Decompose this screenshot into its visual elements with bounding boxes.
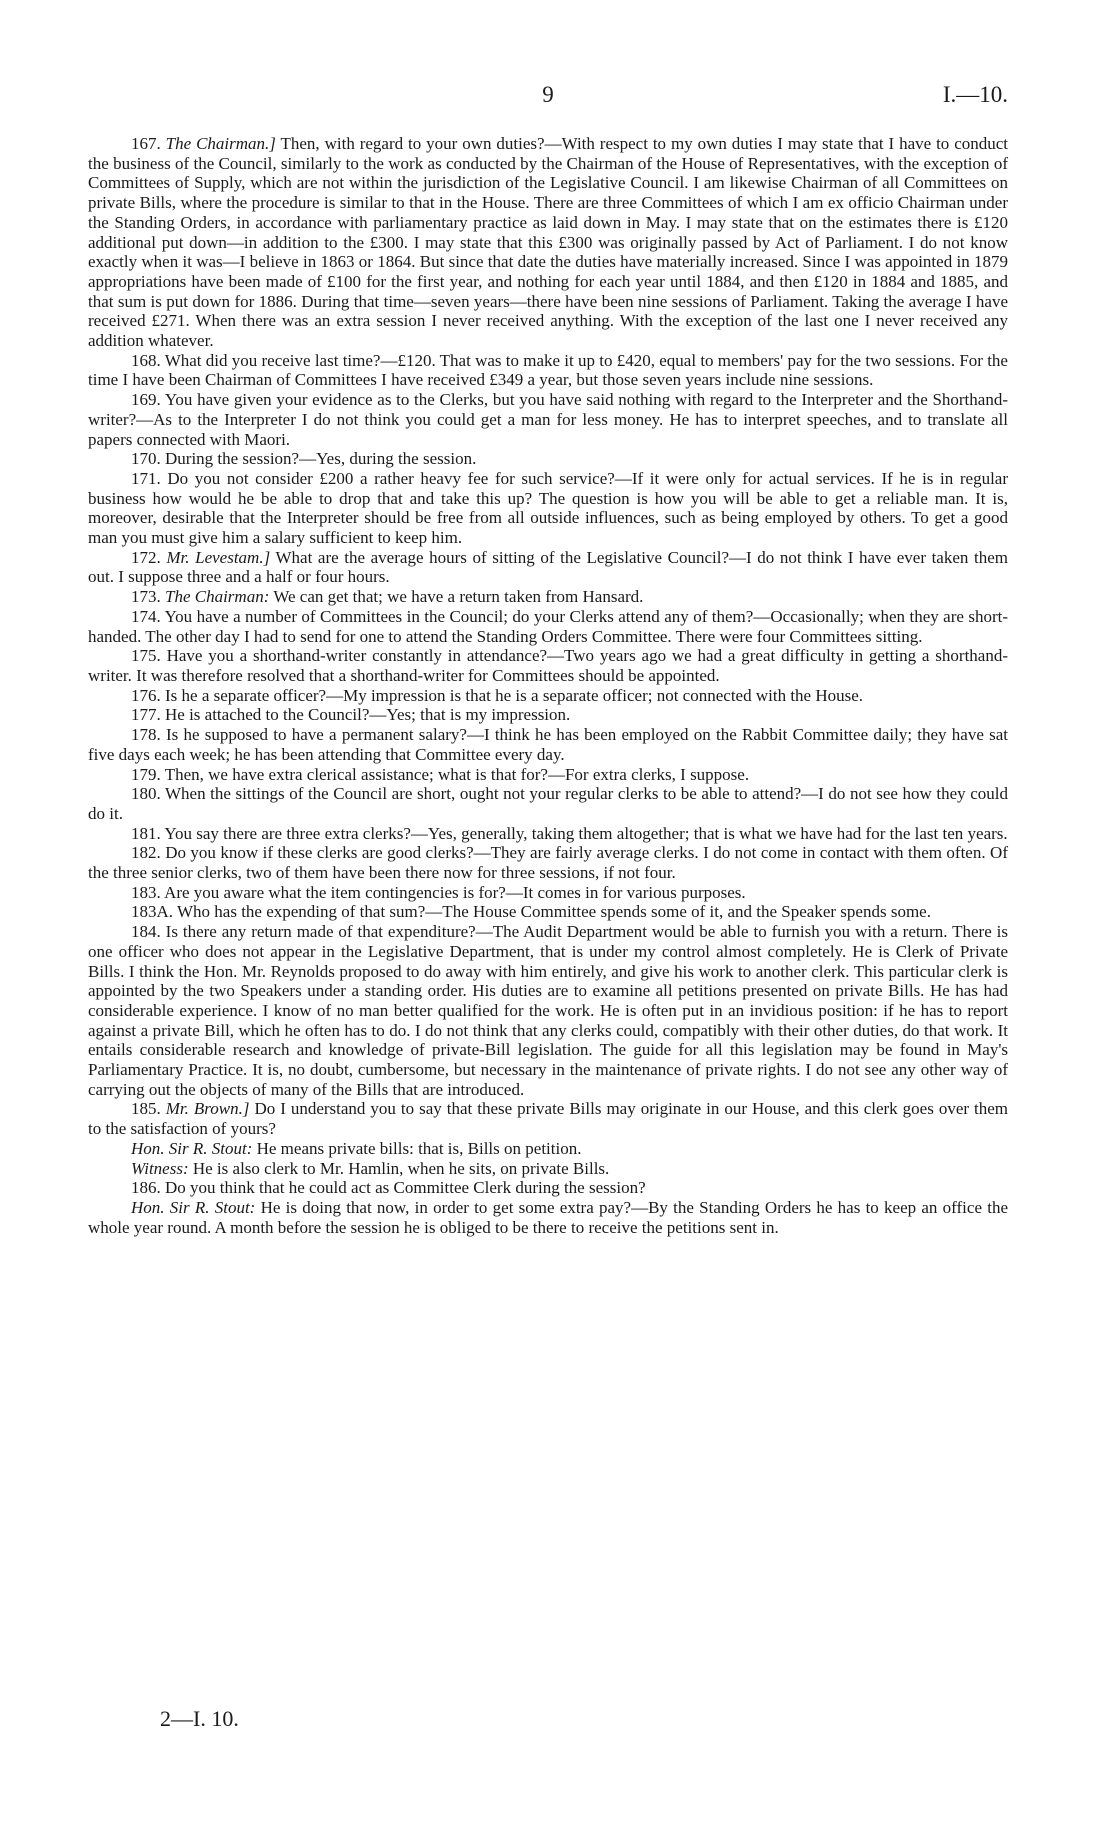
- paragraph-text: Do you not consider £200 a rather heavy fee for such service?—If it were only for actual services. If he is in regular business how would he be able to drop that and take this up? The question is how you will be able to get a reliable man. It is, moreover, desirable that the Interpreter should be free from all outside influences, such as being employed by others. To get a good man you must give him a salary sufficient to keep him.: [88, 468, 1008, 548]
- evidence-paragraph: [88, 883, 1008, 903]
- evidence-paragraph: [88, 1139, 1008, 1159]
- question-number: 174.: [131, 606, 161, 626]
- question-number: 175.: [131, 646, 161, 666]
- paragraph-text: He means private bills: that is, Bills on petition.: [252, 1138, 582, 1158]
- paragraph-text: Is he supposed to have a permanent salary?—I think he has been employed on the Rabbit Committee daily; they have sat five days each week; he has been attending that Committee every day.: [88, 725, 1008, 764]
- evidence-paragraph: [88, 607, 1008, 646]
- paragraph-text: He is also clerk to Mr. Hamlin, when he sits, on private Bills.: [188, 1158, 610, 1178]
- evidence-paragraph: [88, 1159, 1008, 1179]
- evidence-paragraph: [88, 548, 1008, 587]
- question-number: 172.: [131, 547, 161, 567]
- question-number: 176.: [131, 685, 161, 705]
- paragraph-text: What are the average hours of sitting of the Legislative Council?—I do not think I have ever taken them out. I suppose three and a half or four hours.: [88, 547, 1009, 587]
- paragraph-text: We can get that; we have a return taken from Hansard.: [269, 587, 644, 607]
- question-number: 180.: [131, 784, 161, 804]
- paragraph-text: Then, with regard to your own duties?—With respect to my own duties I may state that I have to conduct the business of the Council, similarly to the work as conducted by the Chairman of the House of Representatives, with the exception of Committees of Supply, which are not within the jurisdiction of the Legislative Council. I am likewise Chairman of all Committees on private Bills, where the procedure is similar to that in the House. There are three Committees of which I am ex officio Chairman under the Standing Orders, in accordance with parliamentary practice as laid down in May. I may state that on the estimates there is £120 additional put down—in addition to the £300. I may state that this £300 was originally passed by Act of Parliament. I do not know exactly when it was—I believe in 1863 or 1864. But since that date the duties have materially increased. Since I was appointed in 1879 appropriations have been made of £100 for the first year, and nothing for each year until 1884, and then £120 in 1884 and 1885, and that sum is put down for 1886. During that time—seven years—there have been nine sessions of Parliament. Taking the average I have received £271. When there was an extra session I never received anything. With the exception of the last one I never received any addition whatever.: [88, 134, 1009, 351]
- question-number: 167.: [131, 134, 161, 153]
- paragraph-text: Do you know if these clerks are good clerks?—They are fairly average clerks. I do not come in contact with them often. Of the three senior clerks, two of them have been there now for three sessions, if not four.: [88, 843, 1008, 883]
- evidence-paragraph: [88, 922, 1008, 1099]
- speaker-label: Hon. Sir R. Stout:: [131, 1197, 256, 1217]
- question-number: 173.: [131, 587, 161, 607]
- paragraph-text: Is there any return made of that expenditure?—The Audit Department would be able to furnish you with a return. There is one officer who does not appear in the Legislative Department, that is under my control almost completely. He is Clerk of Private Bills. I think the Hon. Mr. Reynolds proposed to do away with him entirely, and give his work to another clerk. This particular clerk is appointed by the two Speakers under a standing order. His duties are to examine all petitions presented on private Bills. He has had considerable experience. I know of no man better qualified for the work. He is often put in an invidious position: if he has to report against a private Bill, which he often has to do. I do not think that any clerks could, compatibly with their other duties, do that work. It entails considerable research and knowledge of private-Bill legislation. The guide for all this legislation may be found in May's Parliamentary Practice. It is, no doubt, cumbersome, but necessary in the maintenance of private rights. I do not see any other way of carrying out the objects of many of the Bills that are introduced.: [88, 922, 1009, 1099]
- paragraph-text: You have given your evidence as to the Clerks, but you have said nothing with regard to the Interpreter and the Shorthand-writer?—As to the Interpreter I do not think you could get a man for less money. He has to interpret speeches, and to translate all papers connected with Maori.: [88, 390, 1008, 449]
- question-number: 171.: [131, 468, 161, 488]
- evidence-paragraph: [88, 824, 1008, 844]
- evidence-paragraph: [88, 646, 1008, 685]
- speaker-label: The Chairman:: [165, 587, 270, 607]
- evidence-paragraph: [88, 587, 1008, 607]
- question-number: 186.: [131, 1178, 161, 1198]
- paragraph-text: Do you think that he could act as Committee Clerk during the session?: [165, 1178, 646, 1198]
- evidence-paragraph: [88, 725, 1008, 764]
- speaker-label: The Chairman.]: [165, 134, 276, 153]
- sheet-signature: 2—I. 10.: [160, 1706, 239, 1731]
- evidence-paragraph: [88, 1099, 1008, 1138]
- question-number: 184.: [131, 922, 161, 942]
- question-number: 177.: [131, 705, 161, 725]
- question-number: 183A.: [131, 902, 174, 922]
- paragraph-text: During the session?—Yes, during the session.: [165, 449, 477, 469]
- question-number: 179.: [131, 764, 161, 784]
- page-header: [88, 82, 1008, 112]
- evidence-paragraph: [88, 390, 1008, 449]
- question-number: 185.: [131, 1099, 161, 1119]
- question-number: 178.: [131, 725, 161, 745]
- speaker-label: Mr. Brown.]: [165, 1099, 250, 1119]
- evidence-paragraph: [88, 902, 1008, 922]
- evidence-paragraph: [88, 469, 1008, 548]
- paragraph-text: Who has the expending of that sum?—The House Committee spends some of it, and the Speaker spends some.: [176, 902, 931, 922]
- evidence-paragraph: [88, 1198, 1008, 1237]
- evidence-paragraph: [88, 351, 1008, 390]
- question-number: 181.: [131, 823, 161, 843]
- evidence-paragraph: [88, 843, 1008, 882]
- paragraph-text: Do I understand you to say that these private Bills may originate in our House, and this clerk goes over them to the satisfaction of yours?: [88, 1099, 1009, 1139]
- speaker-label: Mr. Levestam.]: [166, 547, 271, 567]
- question-number: 170.: [131, 449, 161, 469]
- evidence-paragraph: [88, 784, 1008, 823]
- document-reference: I.—10.: [942, 82, 1008, 107]
- evidence-paragraph: [88, 134, 1008, 351]
- page-number: 9: [542, 82, 554, 107]
- evidence-paragraph: [88, 686, 1008, 706]
- evidence-paragraph: [88, 449, 1008, 469]
- paragraph-text: What did you receive last time?—£120. That was to make it up to £420, equal to members' pay for the two sessions. For the time I have been Chairman of Committees I have received £349 a year, but those seven years include nine sessions.: [88, 350, 1008, 390]
- evidence-transcript: [88, 134, 1008, 1237]
- paragraph-text: Is he a separate officer?—My impression is that he is a separate officer; not connected with the House.: [165, 685, 864, 705]
- evidence-paragraph: [88, 765, 1008, 785]
- paragraph-text: When the sittings of the Council are short, ought not your regular clerks to be able to attend?—I do not see how they could do it.: [88, 784, 1008, 823]
- question-number: 169.: [131, 390, 161, 410]
- paragraph-text: He is attached to the Council?—Yes; that is my impression.: [165, 705, 571, 725]
- question-number: 168.: [131, 350, 161, 370]
- paragraph-text: You have a number of Committees in the Council; do your Clerks attend any of them?—Occasionally; when they are short-handed. The other day I had to send for one to attend the Standing Orders Committee. There were four Committees sitting.: [88, 606, 1009, 646]
- paragraph-text: Are you aware what the item contingencies is for?—It comes in for various purposes.: [164, 882, 746, 902]
- question-number: 183.: [131, 882, 161, 902]
- speaker-label: Witness:: [131, 1158, 189, 1178]
- paragraph-text: You say there are three extra clerks?—Yes, generally, taking them altogether; that is what we have had for the last ten years.: [164, 823, 1008, 843]
- paragraph-text: Have you a shorthand-writer constantly in attendance?—Two years ago we had a great difficulty in getting a shorthand-writer. It was therefore resolved that a shorthand-writer for Committees should be appointed.: [88, 646, 1008, 685]
- evidence-paragraph: [88, 705, 1008, 725]
- speaker-label: Hon. Sir R. Stout:: [131, 1138, 253, 1158]
- question-number: 182.: [131, 843, 161, 863]
- paragraph-text: Then, we have extra clerical assistance; what is that for?—For extra clerks, I suppose.: [164, 764, 750, 784]
- paragraph-text: He is doing that now, in order to get some extra pay?—By the Standing Orders he has to keep an office the whole year round. A month before the session he is obliged to be there to receive the petitions sent in.: [88, 1197, 1009, 1237]
- evidence-paragraph: [88, 1178, 1008, 1198]
